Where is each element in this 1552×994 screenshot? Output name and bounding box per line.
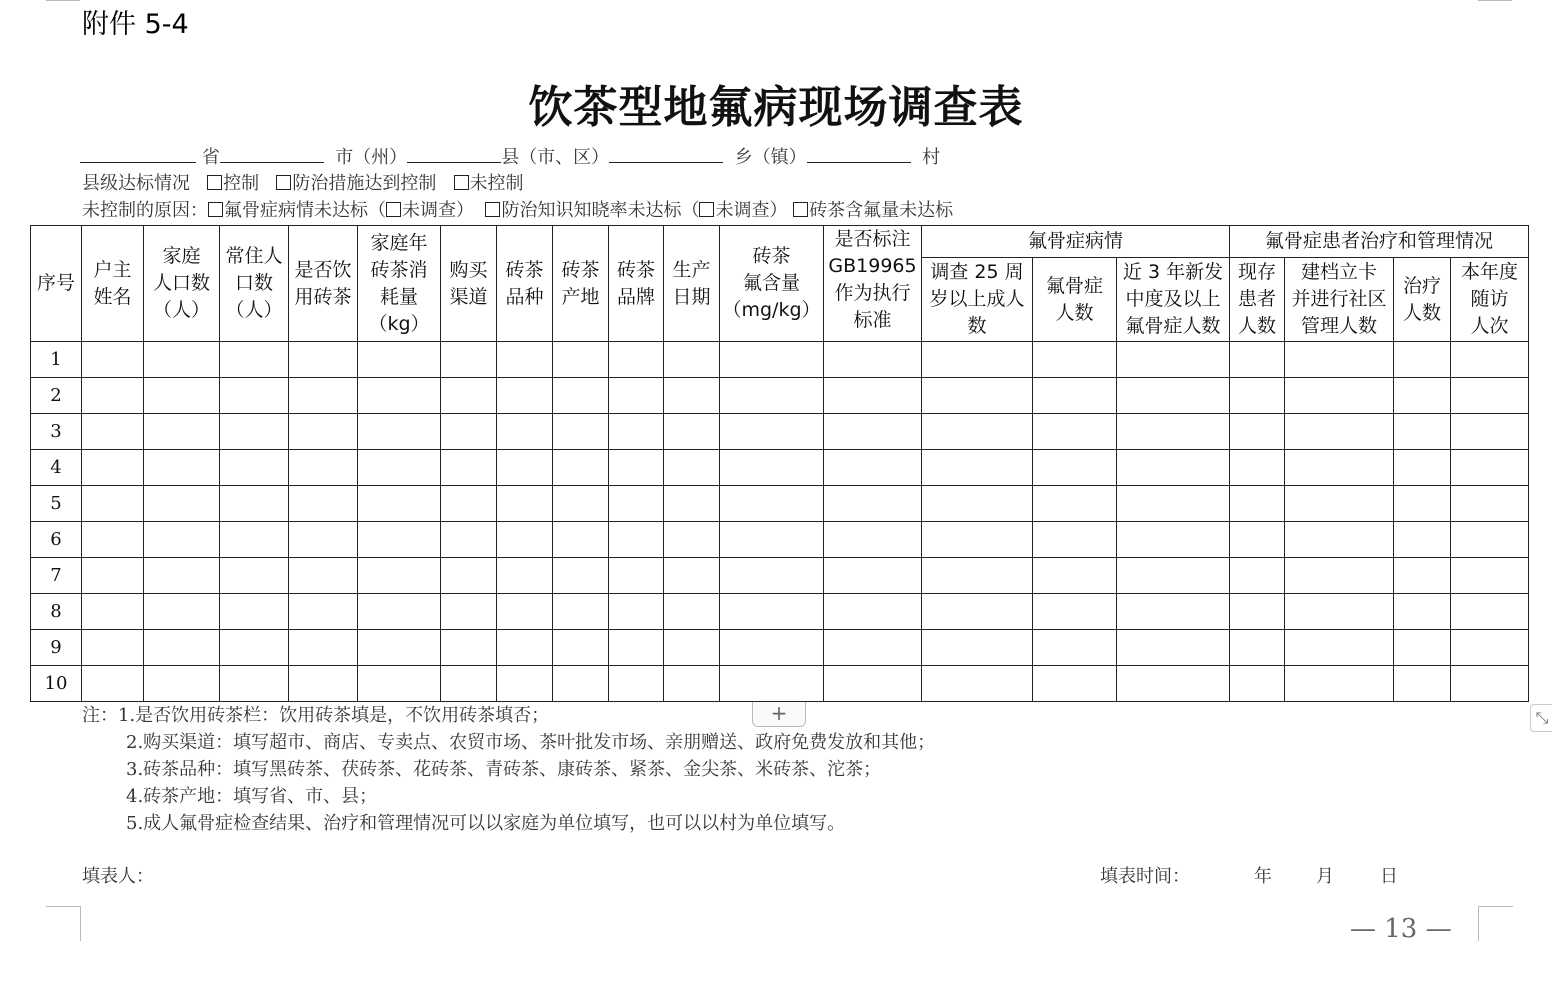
row-number: 7 [31,558,82,594]
table-cell[interactable] [1394,666,1451,702]
col-header: 生产 日期 [664,226,720,342]
table-cell[interactable] [441,594,497,630]
table-cell[interactable] [1285,414,1394,450]
notes-section [82,703,935,838]
table-cell[interactable] [220,414,289,450]
table-cell[interactable] [609,522,664,558]
table-cell[interactable] [220,630,289,666]
table-cell[interactable] [441,378,497,414]
table-cell[interactable] [922,450,1033,486]
table-cell[interactable] [1117,522,1230,558]
table-cell[interactable] [922,594,1033,630]
table-row [31,630,1529,666]
table-cell[interactable] [553,486,609,522]
table-cell[interactable] [1117,414,1230,450]
table-cell[interactable] [1033,486,1117,522]
table-cell[interactable] [922,486,1033,522]
table-cell[interactable] [1451,414,1529,450]
table-cell[interactable] [553,666,609,702]
table-cell[interactable] [441,414,497,450]
table-cell[interactable] [1394,486,1451,522]
village-blank[interactable] [807,144,911,163]
attachment-label: 附件 5-4 [82,9,189,40]
table-cell[interactable] [824,342,922,378]
table-cell[interactable] [609,342,664,378]
table-cell[interactable] [1285,486,1394,522]
city-label: 市（州） [335,147,408,168]
table-cell[interactable] [1033,378,1117,414]
table-cell[interactable] [497,414,553,450]
col-header: 是否饮 用砖茶 [289,226,358,342]
col-header: 家庭 人口数 （人） [144,226,220,342]
table-cell[interactable] [1230,558,1285,594]
table-cell[interactable] [358,558,441,594]
table-cell[interactable] [497,522,553,558]
table-cell[interactable] [1117,558,1230,594]
table-cell[interactable] [824,594,922,630]
sub-col-header: 调查 25 周 岁以上成人 数 [922,258,1033,342]
survey-table [30,225,1529,702]
table-cell[interactable] [144,666,220,702]
table-cell[interactable] [289,594,358,630]
uncontrolled-checkbox[interactable] [454,175,469,190]
table-cell[interactable] [441,666,497,702]
knowledge-unmet-checkbox[interactable] [485,202,500,217]
expand-icon[interactable]: ⤡ [1530,704,1552,732]
table-cell[interactable] [824,450,922,486]
table-cell[interactable] [289,414,358,450]
table-cell[interactable] [144,450,220,486]
table-cell[interactable] [82,342,144,378]
table-cell[interactable] [82,630,144,666]
table-cell[interactable] [289,666,358,702]
table-cell[interactable] [1230,630,1285,666]
table-cell[interactable] [1394,522,1451,558]
fill-time-label: 填表时间： [1100,866,1190,887]
table-cell[interactable] [1394,558,1451,594]
table-cell[interactable] [720,522,824,558]
fluorosis-unmet-checkbox[interactable] [208,202,223,217]
table-cell[interactable] [1285,378,1394,414]
township-label: 乡（镇） [734,147,807,168]
county-status-line [82,171,524,197]
table-cell[interactable] [1394,414,1451,450]
table-cell[interactable] [824,414,922,450]
table-cell[interactable] [553,450,609,486]
table-cell[interactable] [922,378,1033,414]
table-cell[interactable] [1033,630,1117,666]
table-cell[interactable] [82,522,144,558]
note-line: 2.购买渠道：填写超市、商店、专卖点、农贸市场、茶叶批发市场、亲朋赠送、政府免费发放和其他； [126,732,936,753]
table-cell[interactable] [1285,594,1394,630]
table-cell[interactable] [1033,522,1117,558]
table-cell[interactable] [220,666,289,702]
table-cell[interactable] [720,486,824,522]
table-cell[interactable] [664,558,720,594]
uncontrolled-reason-line [82,198,953,224]
knowledge-not-surveyed-checkbox[interactable] [699,202,714,217]
table-cell[interactable] [609,414,664,450]
table-cell[interactable] [1285,558,1394,594]
province-label: 省 [201,147,220,168]
county-status-label: 县级达标情况 [82,173,190,194]
table-cell[interactable] [358,594,441,630]
col-header: 序号 [31,226,82,342]
table-cell[interactable] [1117,630,1230,666]
table-cell[interactable] [1230,522,1285,558]
reason-label: 未控制的原因： [82,200,208,221]
table-row [31,378,1529,414]
fill-month: 月 [1316,866,1334,887]
table-cell[interactable] [497,630,553,666]
table-cell[interactable] [1033,594,1117,630]
sub-col-header: 治疗 人数 [1394,258,1451,342]
table-cell[interactable] [497,450,553,486]
table-cell[interactable] [922,522,1033,558]
table-cell[interactable] [720,594,824,630]
table-cell[interactable] [1117,378,1230,414]
table-cell[interactable] [720,450,824,486]
table-cell[interactable] [922,666,1033,702]
table-cell[interactable] [289,342,358,378]
fluorosis-not-surveyed-option: 未调查） [402,200,474,221]
table-cell[interactable] [720,378,824,414]
table-cell[interactable] [720,342,824,378]
table-cell[interactable] [609,594,664,630]
fill-year: 年 [1254,866,1272,887]
table-cell[interactable] [220,378,289,414]
county-blank[interactable] [407,144,501,163]
address-line [80,144,940,171]
table-cell[interactable] [289,486,358,522]
table-cell[interactable] [922,414,1033,450]
table-cell[interactable] [1033,666,1117,702]
page-title: 饮茶型地氟病现场调查表 [528,82,1024,133]
table-cell[interactable] [664,486,720,522]
county-label: 县（市、区） [501,147,610,168]
table-cell[interactable] [358,666,441,702]
table-cell[interactable] [1451,558,1529,594]
table-cell[interactable] [1230,594,1285,630]
table-cell[interactable] [1451,378,1529,414]
table-cell[interactable] [553,378,609,414]
table-cell[interactable] [1285,666,1394,702]
table-row [31,414,1529,450]
table-cell[interactable] [1230,414,1285,450]
table-cell[interactable] [664,378,720,414]
row-number: 9 [31,630,82,666]
controlled-option: 控制 [223,173,260,194]
table-cell[interactable] [220,342,289,378]
controlled-checkbox[interactable] [207,175,222,190]
table-cell[interactable] [82,450,144,486]
table-cell[interactable] [144,378,220,414]
row-number: 4 [31,450,82,486]
row-number: 5 [31,486,82,522]
province-blank[interactable] [80,144,196,163]
row-number: 3 [31,414,82,450]
table-cell[interactable] [441,522,497,558]
knowledge-not-surveyed-option: 未调查） [715,200,788,221]
table-cell[interactable] [664,414,720,450]
row-number: 10 [31,666,82,702]
table-row [31,558,1529,594]
table-cell[interactable] [609,450,664,486]
table-row [31,486,1529,522]
note-line: 4.砖茶产地：填写省、市、县； [126,786,378,807]
table-cell[interactable] [220,450,289,486]
table-cell[interactable] [1033,342,1117,378]
table-cell[interactable] [1117,486,1230,522]
table-cell[interactable] [82,486,144,522]
table-cell[interactable] [497,666,553,702]
table-cell[interactable] [824,486,922,522]
table-cell[interactable] [1033,450,1117,486]
table-cell[interactable] [441,486,497,522]
table-cell[interactable] [824,558,922,594]
table-cell[interactable] [609,378,664,414]
col-header: 购买 渠道 [441,226,497,342]
table-cell[interactable] [1230,450,1285,486]
table-cell[interactable] [1230,666,1285,702]
table-body [31,342,1529,702]
table-cell[interactable] [220,558,289,594]
note-line: 3.砖茶品种：填写黑砖茶、茯砖茶、花砖茶、青砖茶、康砖茶、紧茶、金尖茶、米砖茶、沱茶； [126,759,882,780]
table-row [31,522,1529,558]
table-cell[interactable] [358,630,441,666]
table-cell[interactable] [82,558,144,594]
table-cell[interactable] [358,450,441,486]
table-cell[interactable] [358,522,441,558]
table-cell[interactable] [289,378,358,414]
row-number: 2 [31,378,82,414]
table-cell[interactable] [1394,378,1451,414]
table-cell[interactable] [1230,342,1285,378]
table-cell[interactable] [1117,342,1230,378]
sub-col-header: 现存 患者 人数 [1230,258,1285,342]
table-cell[interactable] [720,630,824,666]
table-cell[interactable] [441,630,497,666]
table-cell[interactable] [553,414,609,450]
table-cell[interactable] [497,342,553,378]
table-cell[interactable] [1230,378,1285,414]
table-cell[interactable] [1451,522,1529,558]
table-cell[interactable] [664,666,720,702]
township-blank[interactable] [609,144,723,163]
tea-fluoride-unmet-checkbox[interactable] [793,202,808,217]
table-cell[interactable] [441,558,497,594]
table-cell[interactable] [82,414,144,450]
table-cell[interactable] [1285,450,1394,486]
table-cell[interactable] [664,342,720,378]
table-cell[interactable] [664,630,720,666]
knowledge-unmet-option: 防治知识知晓率未达标（ [501,200,700,221]
table-cell[interactable] [1033,414,1117,450]
table-cell[interactable] [553,630,609,666]
table-cell[interactable] [144,414,220,450]
table-cell[interactable] [289,450,358,486]
table-cell[interactable] [720,666,824,702]
table-cell[interactable] [824,522,922,558]
col-header: 砖茶 氟含量 （mg/kg） [720,226,824,342]
table-cell[interactable] [1451,630,1529,666]
table-row [31,342,1529,378]
table-cell[interactable] [553,558,609,594]
group-header-fluorosis: 氟骨症病情 [922,226,1230,258]
table-cell[interactable] [1033,558,1117,594]
table-cell[interactable] [922,342,1033,378]
table-cell[interactable] [922,630,1033,666]
table-cell[interactable] [358,342,441,378]
table-cell[interactable] [358,486,441,522]
table-row [31,450,1529,486]
table-cell[interactable] [441,342,497,378]
table-cell[interactable] [1394,594,1451,630]
table-cell[interactable] [553,342,609,378]
col-header: 砖茶 品牌 [609,226,664,342]
table-cell[interactable] [441,450,497,486]
table-cell[interactable] [82,378,144,414]
table-cell[interactable] [609,486,664,522]
row-number: 6 [31,522,82,558]
table-cell[interactable] [289,558,358,594]
table-cell[interactable] [220,486,289,522]
col-header: 常住人 口数 （人） [220,226,289,342]
sub-col-header: 建档立卡 并进行社区 管理人数 [1285,258,1394,342]
note-line: 5.成人氟骨症检查结果、治疗和管理情况可以以家庭为单位填写，也可以以村为单位填写。 [126,813,846,834]
add-row-button[interactable]: + [752,702,806,727]
table-cell[interactable] [497,558,553,594]
measures-checkbox[interactable] [276,175,291,190]
table-cell[interactable] [144,486,220,522]
fluorosis-not-surveyed-checkbox[interactable] [386,202,401,217]
col-header: 砖茶 产地 [553,226,609,342]
table-cell[interactable] [220,594,289,630]
table-cell[interactable] [289,522,358,558]
uncontrolled-option: 未控制 [469,173,524,194]
table-cell[interactable] [1285,342,1394,378]
page-number: — 13 — [1350,914,1452,944]
table-cell[interactable] [358,378,441,414]
col-header: 砖茶 品种 [497,226,553,342]
table-cell[interactable] [497,378,553,414]
table-cell[interactable] [144,594,220,630]
table-cell[interactable] [1451,666,1529,702]
table-cell[interactable] [82,594,144,630]
table-cell[interactable] [358,414,441,450]
sub-col-header: 本年度 随访 人次 [1451,258,1529,342]
table-cell[interactable] [720,414,824,450]
table-cell[interactable] [1451,594,1529,630]
filler-label: 填表人： [82,866,154,887]
table-cell[interactable] [553,594,609,630]
crop-mark-top-left [46,0,80,1]
table-cell[interactable] [1230,486,1285,522]
city-blank[interactable] [220,144,324,163]
fill-day: 日 [1380,866,1398,887]
table-cell[interactable] [144,342,220,378]
table-cell[interactable] [609,558,664,594]
row-number: 8 [31,594,82,630]
table-cell[interactable] [609,666,664,702]
village-label: 村 [922,147,941,168]
table-cell[interactable] [824,378,922,414]
table-cell[interactable] [824,630,922,666]
table-cell[interactable] [1394,342,1451,378]
table-cell[interactable] [497,594,553,630]
table-cell[interactable] [1117,594,1230,630]
sub-col-header: 近 3 年新发 中度及以上 氟骨症人数 [1117,258,1230,342]
table-cell[interactable] [824,666,922,702]
table-cell[interactable] [144,558,220,594]
crop-mark-bottom-right [1478,906,1513,941]
table-cell[interactable] [1285,630,1394,666]
table-cell[interactable] [220,522,289,558]
table-cell[interactable] [1117,450,1230,486]
table-cell[interactable] [720,558,824,594]
table-cell[interactable] [609,630,664,666]
table-cell[interactable] [664,450,720,486]
table-row [31,666,1529,702]
note-line: 注：1.是否饮用砖茶栏：饮用砖茶填是，不饮用砖茶填否； [82,705,550,726]
table-cell[interactable] [1451,450,1529,486]
table-cell[interactable] [664,522,720,558]
col-header: 家庭年 砖茶消 耗量 （kg） [358,226,441,342]
row-number: 1 [31,342,82,378]
crop-mark-top-right [1478,0,1512,1]
table-cell[interactable] [1394,450,1451,486]
table-cell[interactable] [144,630,220,666]
table-cell[interactable] [144,522,220,558]
col-header: 是否标注 GB19965 作为执行 标准 [824,226,922,342]
table-cell[interactable] [289,630,358,666]
table-row [31,594,1529,630]
table-cell[interactable] [1394,630,1451,666]
measures-option: 防治措施达到控制 [292,173,437,194]
table-cell[interactable] [1451,342,1529,378]
table-cell[interactable] [664,594,720,630]
group-header-treatment: 氟骨症患者治疗和管理情况 [1230,226,1529,258]
crop-mark-bottom-left [46,906,81,941]
table-cell[interactable] [82,666,144,702]
fluorosis-unmet-option: 氟骨症病情未达标（ [224,200,386,221]
sub-col-header: 氟骨症 人数 [1033,258,1117,342]
table-cell[interactable] [553,522,609,558]
table-cell[interactable] [1451,486,1529,522]
table-cell[interactable] [1117,666,1230,702]
tea-fluoride-unmet-option: 砖茶含氟量未达标 [809,200,954,221]
table-cell[interactable] [497,486,553,522]
table-cell[interactable] [922,558,1033,594]
table-cell[interactable] [1285,522,1394,558]
col-header: 户主 姓名 [82,226,144,342]
fill-time [1100,864,1398,890]
